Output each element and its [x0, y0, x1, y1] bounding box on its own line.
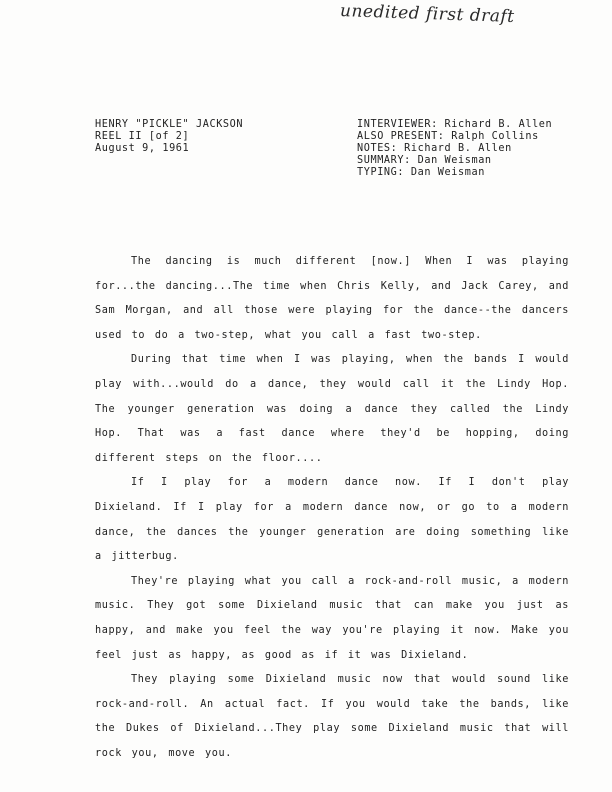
paragraph-lindy-hop: During that time when I was playing, when the bands I would play with...would do a dance, they would call it the Lindy Hop. The younger generation was doing a dance they called the Lindy Hop. That was a fast dance where they'd be hopping, doing different steps on the floor....	[95, 354, 569, 464]
paragraph-dancing-different: The dancing is much different [now.] When I was playing for...the dancing...The time when Chris Kelly, and Jack Carey, and Sam Morgan, and all those were playing for the dance--the dancers used to do a two-step, what you call a fast two-step.	[95, 256, 569, 341]
summary-line: SUMMARY: Dan Weisman	[357, 155, 492, 166]
header-right-block	[357, 119, 552, 179]
paragraph-dukes-of-dixieland: They playing some Dixieland music now that would sound like rock-and-roll. An actual fact. If you would take the bands, like the Dukes of Dixieland...They play some Dixieland music that will rock you, move you.	[95, 674, 569, 759]
notes-line: NOTES: Richard B. Allen	[357, 143, 512, 154]
interviewee-name: HENRY "PICKLE" JACKSON	[95, 119, 244, 130]
header-left-block	[95, 119, 243, 155]
transcript-body	[95, 250, 569, 766]
handwritten-draft-note: unedited first draft	[339, 0, 515, 28]
paragraph-modern-dance: If I play for a modern dance now. If I don't play Dixieland. If I play for a modern dance now, or go to a modern dance, the dances the younger generation are doing something like a jitterbug.	[95, 477, 569, 563]
typing-line: TYPING: Dan Weisman	[357, 167, 485, 178]
also-present-line: ALSO PRESENT: Ralph Collins	[357, 131, 539, 142]
interviewer-line: INTERVIEWER: Richard B. Allen	[357, 119, 553, 130]
interview-date: August 9, 1961	[95, 143, 190, 154]
reel-number: REEL II [of 2]	[95, 131, 190, 142]
paragraph-rock-and-roll: They're playing what you call a rock-and-roll music, a modern music. They got some Dixieland music that can make you just as happy, and make you feel the way you're playing it now. Make you feel just as happy, as good as if it was Dixieland.	[95, 575, 569, 661]
